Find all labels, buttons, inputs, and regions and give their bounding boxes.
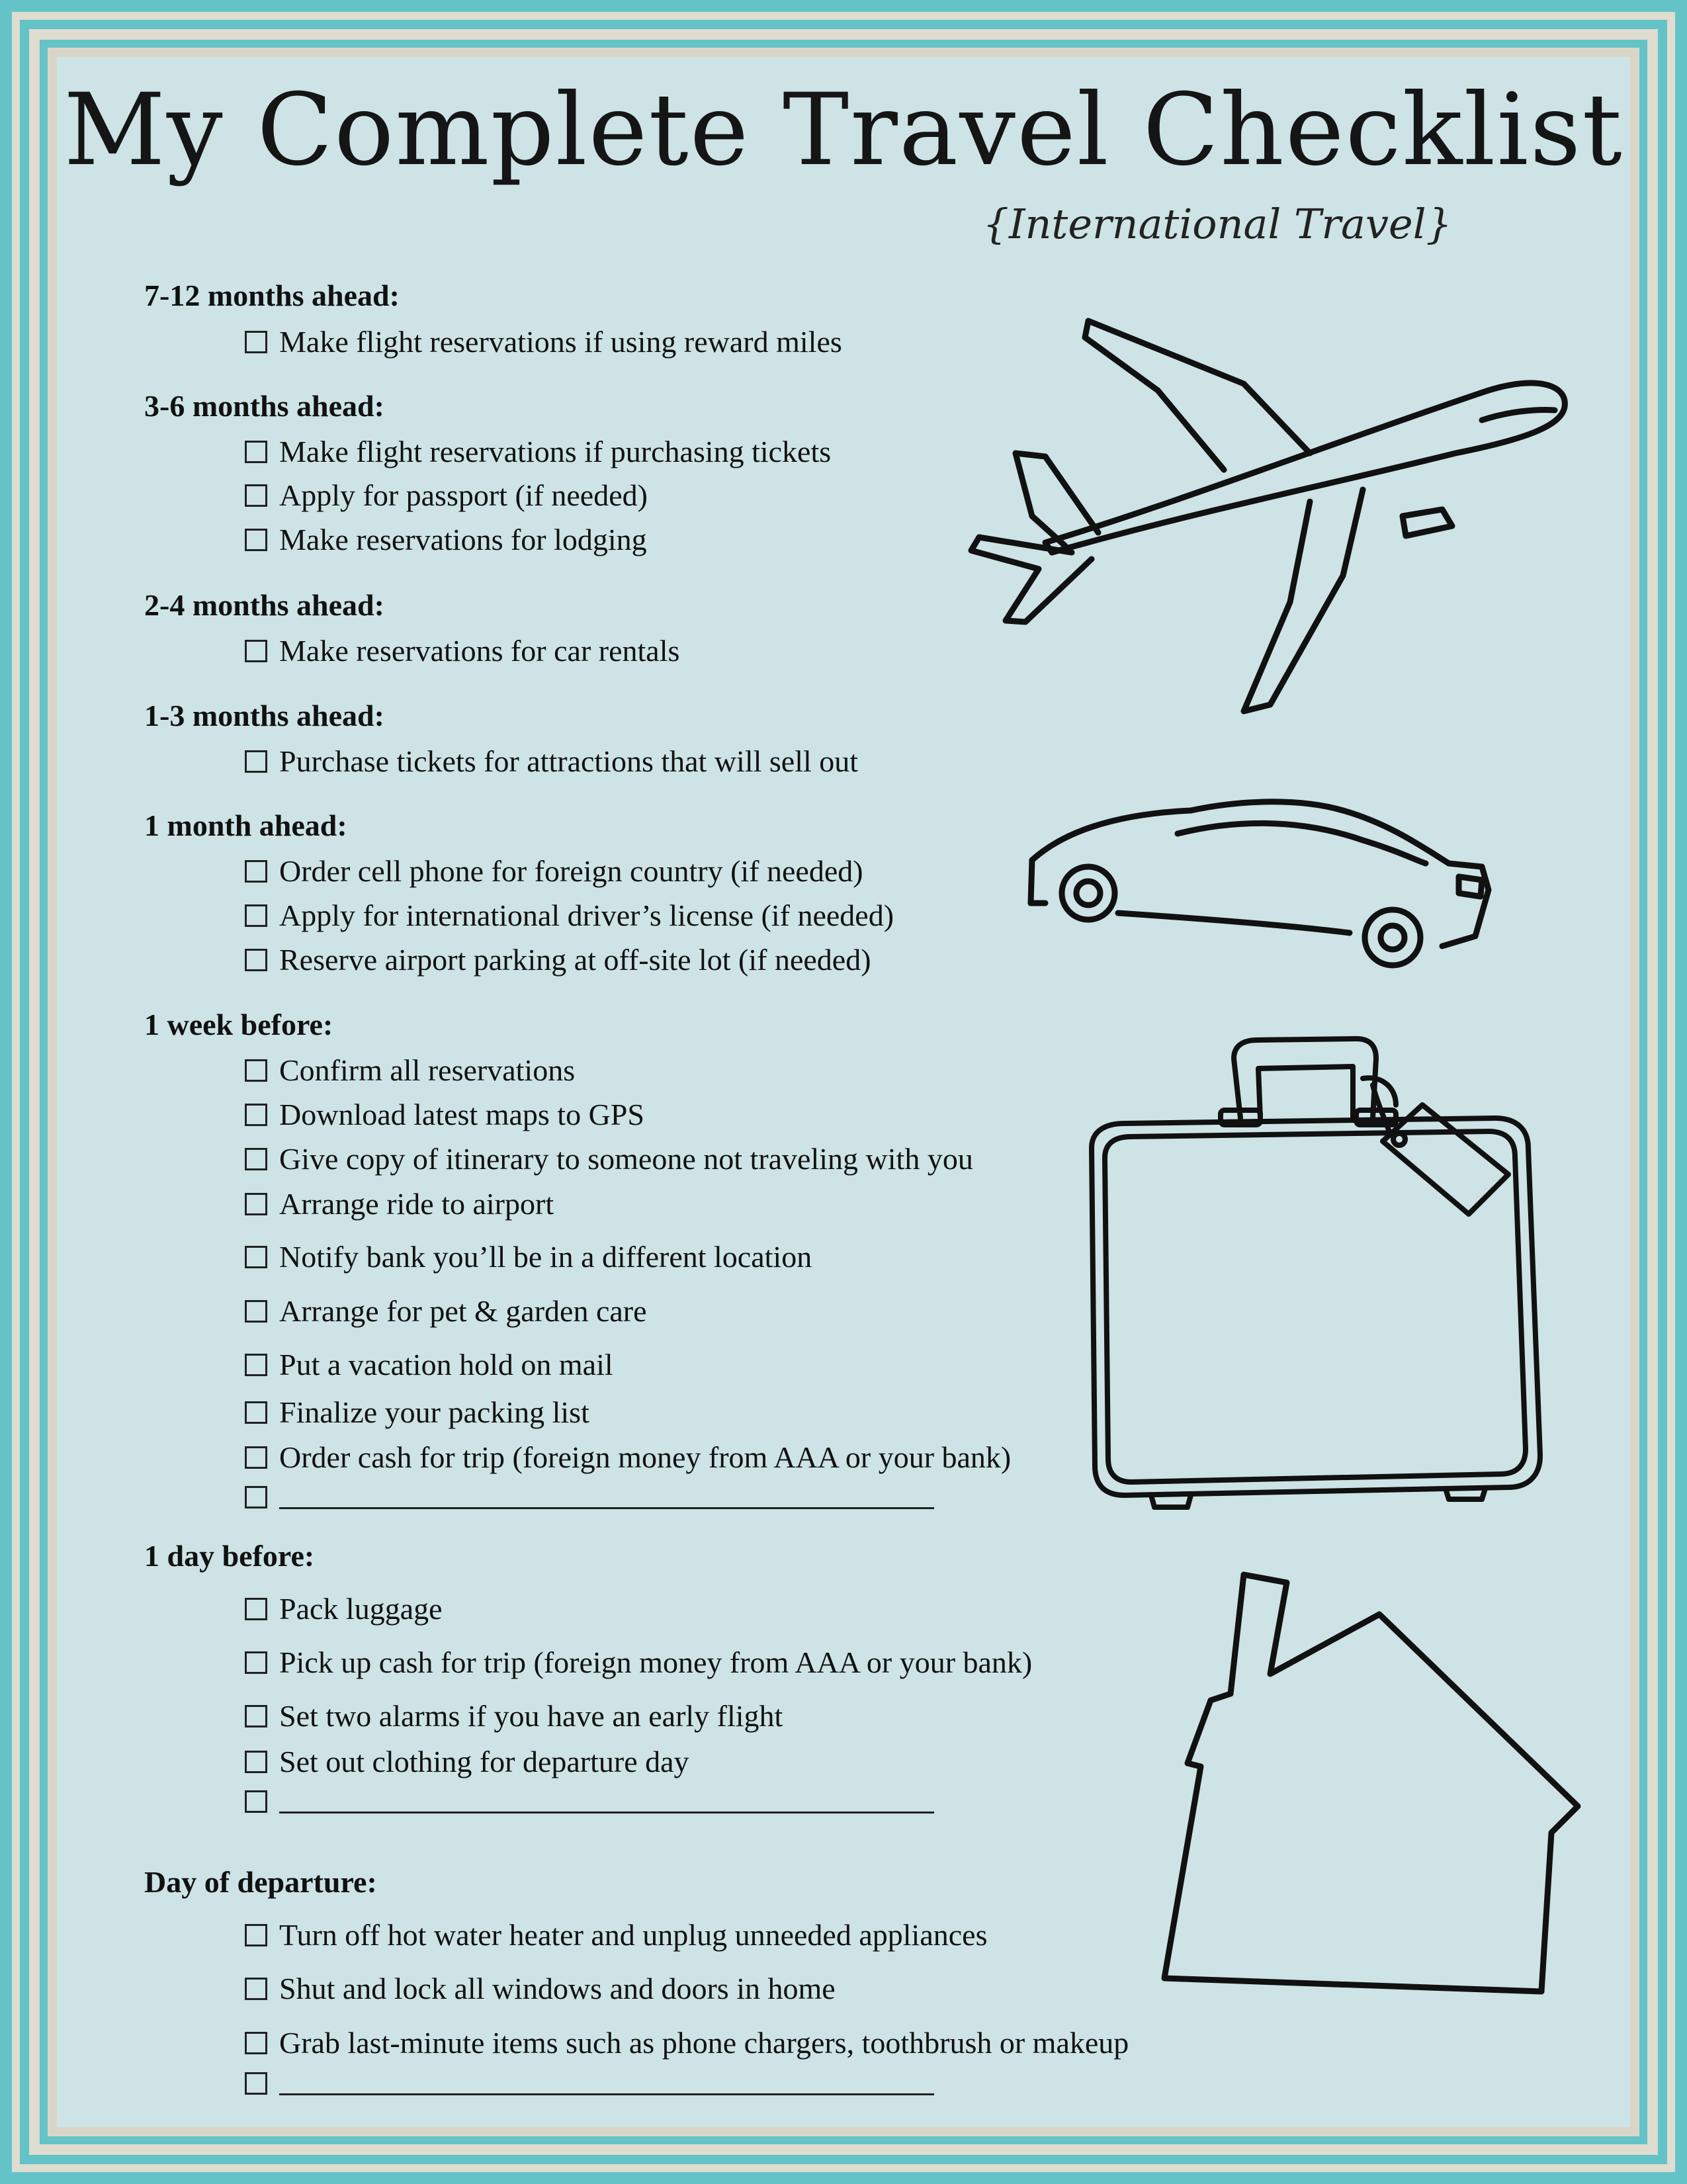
checklist-item[interactable]: Pack luggage xyxy=(245,1591,443,1626)
checkbox[interactable] xyxy=(245,904,267,927)
checklist-item[interactable]: Apply for passport (if needed) xyxy=(245,478,648,513)
checkbox[interactable] xyxy=(245,1790,267,1813)
car-icon xyxy=(1019,784,1502,973)
checkbox[interactable] xyxy=(245,1059,267,1082)
page-subtitle: {International Travel} xyxy=(982,200,1452,248)
checkbox[interactable] xyxy=(245,529,267,551)
checklist-item[interactable]: Download latest maps to GPS xyxy=(245,1097,644,1132)
checklist-item[interactable]: Turn off hot water heater and unplug unneeded appliances xyxy=(245,1917,987,1952)
checklist-item[interactable]: Arrange ride to airport xyxy=(245,1186,554,1221)
checkbox[interactable] xyxy=(245,1751,267,1773)
suitcase-icon xyxy=(1065,1032,1568,1522)
checkbox[interactable] xyxy=(245,1104,267,1126)
checklist-item[interactable]: Purchase tickets for attractions that will sell out xyxy=(245,744,858,779)
checklist-item[interactable]: Order cell phone for foreign country (if needed) xyxy=(245,853,863,889)
checkbox[interactable] xyxy=(245,1651,267,1674)
section-heading-1-3-months: 1-3 months ahead: xyxy=(144,699,384,732)
checkbox[interactable] xyxy=(245,484,267,507)
checklist-item[interactable]: Notify bank you’ll be in a different location xyxy=(245,1239,812,1274)
checkbox[interactable] xyxy=(245,441,267,463)
section-heading-1-day: 1 day before: xyxy=(144,1539,315,1573)
house-icon xyxy=(1151,1568,1588,2005)
page-title: My Complete Travel Checklist xyxy=(64,73,1623,188)
checklist-item[interactable]: Make flight reservations if purchasing tickets xyxy=(245,434,831,469)
checklist-item[interactable]: Set two alarms if you have an early flight xyxy=(245,1698,783,1733)
checkbox[interactable] xyxy=(245,1924,267,1946)
section-heading-1-month: 1 month ahead: xyxy=(144,808,347,842)
checklist-blank-item[interactable] xyxy=(245,1789,934,1813)
checkbox[interactable] xyxy=(245,331,267,353)
write-in-line[interactable] xyxy=(279,2071,934,2095)
section-heading-2-4-months: 2-4 months ahead: xyxy=(144,588,384,622)
airplane-icon xyxy=(939,291,1575,728)
checklist-blank-item[interactable] xyxy=(245,1485,934,1509)
checkbox[interactable] xyxy=(245,2072,267,2095)
checkbox[interactable] xyxy=(245,1486,267,1508)
checklist-item[interactable]: Shut and lock all windows and doors in home xyxy=(245,1971,836,2006)
checkbox[interactable] xyxy=(245,1446,267,1469)
checkbox[interactable] xyxy=(245,1978,267,2000)
checkbox[interactable] xyxy=(245,949,267,971)
checklist-item[interactable]: Give copy of itinerary to someone not traveling with you xyxy=(245,1141,973,1176)
checkbox[interactable] xyxy=(245,1401,267,1424)
checkbox[interactable] xyxy=(245,640,267,662)
checkbox[interactable] xyxy=(245,1193,267,1215)
write-in-line[interactable] xyxy=(279,1485,934,1509)
checkbox[interactable] xyxy=(245,1148,267,1170)
checklist-item[interactable]: Make reservations for lodging xyxy=(245,522,647,557)
checkbox[interactable] xyxy=(245,860,267,883)
checklist-item[interactable]: Confirm all reservations xyxy=(245,1053,575,1088)
checkbox[interactable] xyxy=(245,2032,267,2054)
checklist-item[interactable]: Reserve airport parking at off-site lot (if needed) xyxy=(245,942,871,977)
checklist-item[interactable]: Order cash for trip (foreign money from AAA or your bank) xyxy=(245,1440,1011,1475)
section-heading-3-6-months: 3-6 months ahead: xyxy=(144,389,384,423)
section-heading-day-of-departure: Day of departure: xyxy=(144,1865,377,1899)
checklist-item[interactable]: Apply for international driver’s license (if needed) xyxy=(245,898,894,933)
checklist-item[interactable]: Make reservations for car rentals xyxy=(245,633,679,668)
checklist-item[interactable]: Pick up cash for trip (foreign money from AAA or your bank) xyxy=(245,1645,1032,1680)
checklist-item[interactable]: Set out clothing for departure day xyxy=(245,1744,689,1779)
section-heading-1-week: 1 week before: xyxy=(144,1008,333,1041)
checkbox[interactable] xyxy=(245,1354,267,1376)
checklist-item[interactable]: Make flight reservations if using reward miles xyxy=(245,324,842,359)
checklist-item[interactable]: Arrange for pet & garden care xyxy=(245,1293,647,1329)
section-heading-7-12-months: 7-12 months ahead: xyxy=(144,279,400,312)
checklist-item[interactable]: Put a vacation hold on mail xyxy=(245,1347,613,1382)
checkbox[interactable] xyxy=(245,1246,267,1268)
checklist-blank-item[interactable] xyxy=(245,2071,934,2095)
checkbox[interactable] xyxy=(245,1705,267,1727)
checkbox[interactable] xyxy=(245,1598,267,1620)
checklist-item[interactable]: Finalize your packing list xyxy=(245,1395,589,1430)
checkbox[interactable] xyxy=(245,1300,267,1323)
checkbox[interactable] xyxy=(245,750,267,773)
write-in-line[interactable] xyxy=(279,1789,934,1813)
checklist-item[interactable]: Grab last-minute items such as phone chargers, toothbrush or makeup xyxy=(245,2025,1129,2060)
